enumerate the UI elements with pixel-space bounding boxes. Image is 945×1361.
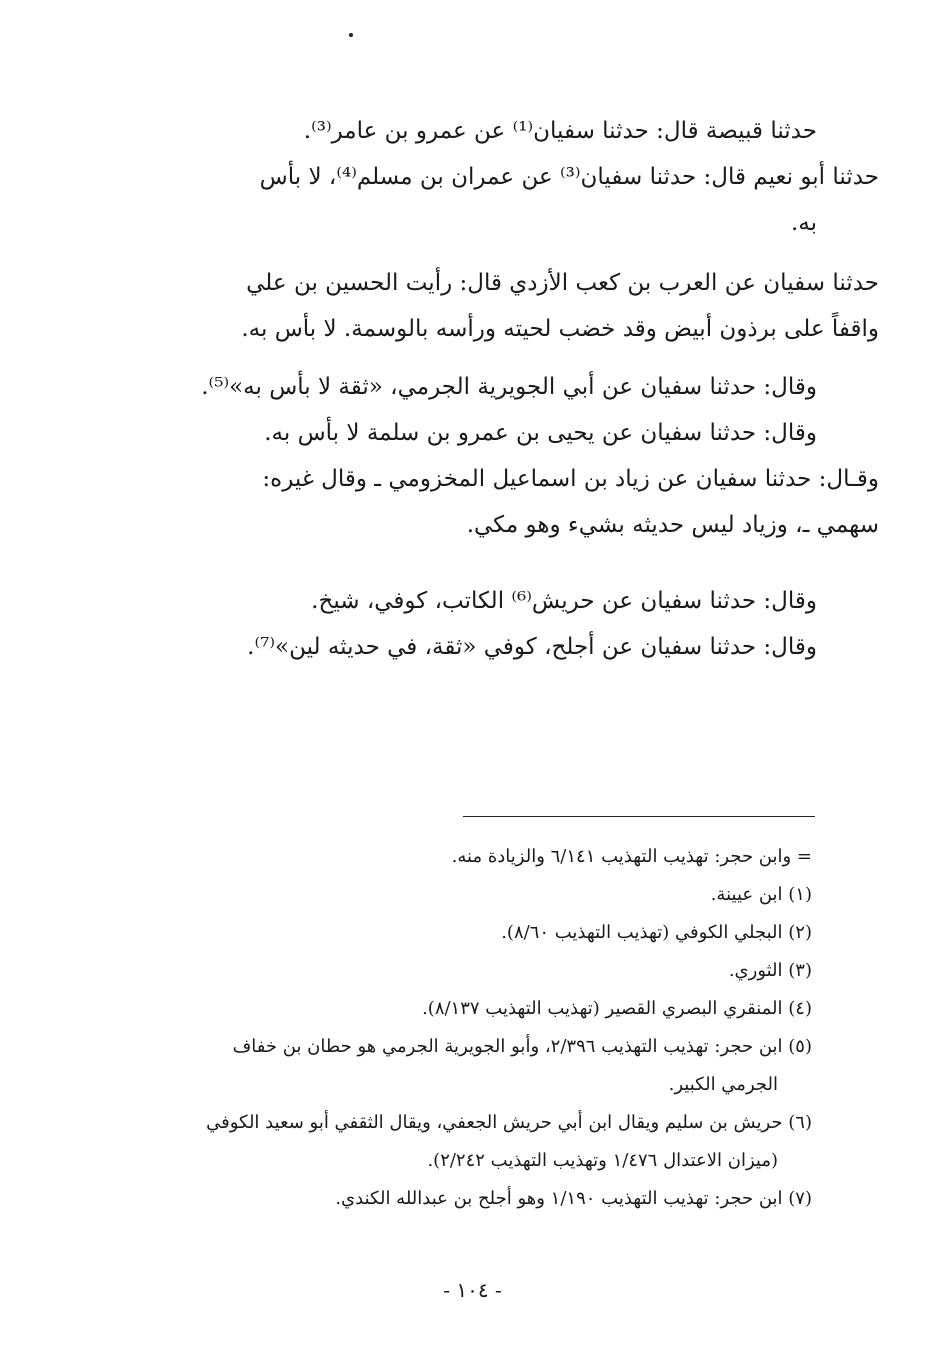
main-text bbox=[117, 108, 879, 670]
text-line: حدثنا أبو نعيم قال: حدثنا سفيان⁽³⁾ عن عمران بن مسلم⁽⁴⁾، لا بأس bbox=[259, 164, 879, 190]
top-dot-mark bbox=[349, 33, 353, 37]
footnote-line: (٥) ابن حجر: تهذيب التهذيب ٢/٣٩٦، وأبو الجويرية الجرمي هو حطان بن خفاف bbox=[232, 1036, 812, 1057]
text-line: حدثنا سفيان عن العرب بن كعب الأزدي قال: رأيت الحسين بن علي bbox=[246, 270, 879, 296]
text-line: وقال: حدثنا سفيان عن حريش⁽⁶⁾ الكاتب، كوفي، شيخ. bbox=[311, 588, 817, 614]
text-line: حدثنا قبيصة قال: حدثنا سفيان⁽¹⁾ عن عمرو بن عامر⁽³⁾. bbox=[303, 118, 817, 144]
footnote-separator bbox=[463, 816, 815, 817]
text-line: سهمي ـ، وزياد ليس حديثه بشيء وهو مكي. bbox=[466, 512, 879, 538]
footnote-line: (ميزان الاعتدال ١/٤٧٦ وتهذيب التهذيب ٢/٢٤٢). bbox=[427, 1150, 778, 1171]
text-line: واقفاً على برذون أبيض وقد خضب لحيته ورأسه بالوسمة. لا بأس به. bbox=[241, 316, 879, 342]
text-line: وقال: حدثنا سفيان عن يحيى بن عمرو بن سلمة لا بأس به. bbox=[264, 420, 817, 446]
footnote-line: = وابن حجر: تهذيب التهذيب ٦/١٤١ والزيادة منه. bbox=[451, 846, 812, 867]
text-line: وقال: حدثنا سفيان عن أبي الجويرية الجرمي، «ثقة لا بأس به»⁽⁵⁾. bbox=[201, 374, 817, 400]
footnote-line: (٤) المنقري البصري القصير (تهذيب التهذيب ٨/١٣٧). bbox=[422, 998, 812, 1019]
footnotes bbox=[112, 838, 812, 1218]
text-line: وقـال: حدثنا سفيان عن زياد بن اسماعيل المخزومي ـ وقال غيره: bbox=[262, 466, 879, 492]
footnote-line: (٧) ابن حجر: تهذيب التهذيب ١/١٩٠ وهو أجلح بن عبدالله الكندي. bbox=[335, 1188, 812, 1209]
footnote-line: (٣) الثوري. bbox=[728, 960, 812, 981]
footnote-line: (١) ابن عيينة. bbox=[710, 884, 812, 905]
page-number: - ١٠٤ - bbox=[443, 1278, 502, 1302]
footnote-line: (٢) البجلي الكوفي (تهذيب التهذيب ٨/٦٠). bbox=[501, 922, 812, 943]
text-line: وقال: حدثنا سفيان عن أجلح، كوفي «ثقة، في حديثه لين»⁽⁷⁾. bbox=[247, 634, 817, 660]
footnote-line: الجرمي الكبير. bbox=[668, 1074, 778, 1095]
footnote-line: (٦) حريش بن سليم ويقال ابن أبي حريش الجعفي، ويقال الثقفي أبو سعيد الكوفي bbox=[206, 1112, 812, 1133]
text-line: به. bbox=[790, 210, 817, 236]
